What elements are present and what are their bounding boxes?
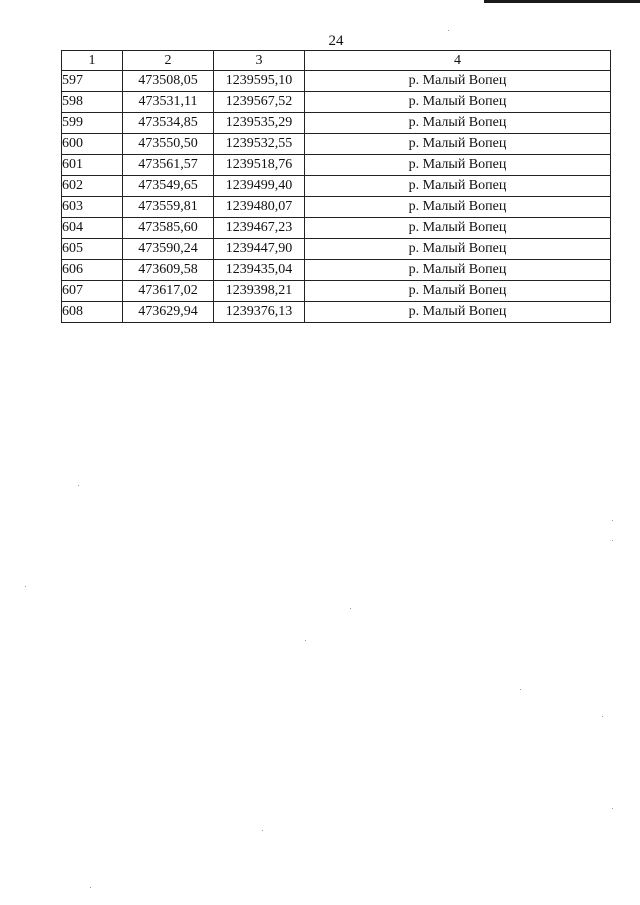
scan-speck xyxy=(78,485,79,486)
coord-y: 1239480,07 xyxy=(214,197,305,218)
point-number: 605 xyxy=(62,239,123,260)
table-row xyxy=(62,281,611,302)
coord-y: 1239467,23 xyxy=(214,218,305,239)
coord-x: 473549,65 xyxy=(123,176,214,197)
table-header-row xyxy=(62,51,611,71)
table-row xyxy=(62,260,611,281)
point-description: р. Малый Вопец xyxy=(305,113,611,134)
coordinates-table xyxy=(61,50,611,323)
coord-x: 473531,11 xyxy=(123,92,214,113)
point-description: р. Малый Вопец xyxy=(305,176,611,197)
scan-speck xyxy=(612,520,613,521)
header-col-1: 1 xyxy=(62,51,123,71)
scan-speck xyxy=(612,540,613,541)
coord-x: 473629,94 xyxy=(123,302,214,323)
point-number: 597 xyxy=(62,71,123,92)
coord-y: 1239567,52 xyxy=(214,92,305,113)
header-col-2: 2 xyxy=(123,51,214,71)
coord-y: 1239518,76 xyxy=(214,155,305,176)
table-row xyxy=(62,218,611,239)
table-row xyxy=(62,92,611,113)
point-description: р. Малый Вопец xyxy=(305,281,611,302)
coord-y: 1239398,21 xyxy=(214,281,305,302)
table-row xyxy=(62,176,611,197)
point-description: р. Малый Вопец xyxy=(305,302,611,323)
page-number: 24 xyxy=(328,33,344,49)
scan-speck xyxy=(262,830,263,831)
point-description: р. Малый Вопец xyxy=(305,218,611,239)
table-row xyxy=(62,302,611,323)
coord-x: 473609,58 xyxy=(123,260,214,281)
point-number: 598 xyxy=(62,92,123,113)
coord-y: 1239535,29 xyxy=(214,113,305,134)
coord-x: 473559,81 xyxy=(123,197,214,218)
header-col-3: 3 xyxy=(214,51,305,71)
scan-speck xyxy=(602,716,603,717)
point-number: 608 xyxy=(62,302,123,323)
table-row xyxy=(62,197,611,218)
coord-x: 473590,24 xyxy=(123,239,214,260)
point-number: 607 xyxy=(62,281,123,302)
point-number: 600 xyxy=(62,134,123,155)
header-col-4: 4 xyxy=(305,51,611,71)
coord-x: 473508,05 xyxy=(123,71,214,92)
scan-speck xyxy=(448,30,449,31)
scan-speck xyxy=(305,640,306,641)
scan-speck xyxy=(520,689,521,690)
scan-speck xyxy=(90,887,91,888)
table-row xyxy=(62,71,611,92)
coord-y: 1239376,13 xyxy=(214,302,305,323)
coord-x: 473534,85 xyxy=(123,113,214,134)
point-description: р. Малый Вопец xyxy=(305,155,611,176)
point-number: 604 xyxy=(62,218,123,239)
coord-y: 1239499,40 xyxy=(214,176,305,197)
scan-speck xyxy=(612,808,613,809)
point-description: р. Малый Вопец xyxy=(305,134,611,155)
table-row xyxy=(62,239,611,260)
scan-speck xyxy=(25,586,26,587)
point-number: 601 xyxy=(62,155,123,176)
scan-speck xyxy=(350,608,351,609)
coord-x: 473561,57 xyxy=(123,155,214,176)
coord-y: 1239435,04 xyxy=(214,260,305,281)
point-number: 606 xyxy=(62,260,123,281)
scan-edge-mark xyxy=(484,0,640,3)
point-number: 602 xyxy=(62,176,123,197)
point-description: р. Малый Вопец xyxy=(305,92,611,113)
coord-y: 1239447,90 xyxy=(214,239,305,260)
point-number: 599 xyxy=(62,113,123,134)
point-description: р. Малый Вопец xyxy=(305,260,611,281)
coord-x: 473617,02 xyxy=(123,281,214,302)
point-description: р. Малый Вопец xyxy=(305,197,611,218)
table-row xyxy=(62,113,611,134)
point-number: 603 xyxy=(62,197,123,218)
coord-x: 473585,60 xyxy=(123,218,214,239)
coord-y: 1239595,10 xyxy=(214,71,305,92)
coord-y: 1239532,55 xyxy=(214,134,305,155)
point-description: р. Малый Вопец xyxy=(305,71,611,92)
table-row xyxy=(62,134,611,155)
table-row xyxy=(62,155,611,176)
point-description: р. Малый Вопец xyxy=(305,239,611,260)
coord-x: 473550,50 xyxy=(123,134,214,155)
